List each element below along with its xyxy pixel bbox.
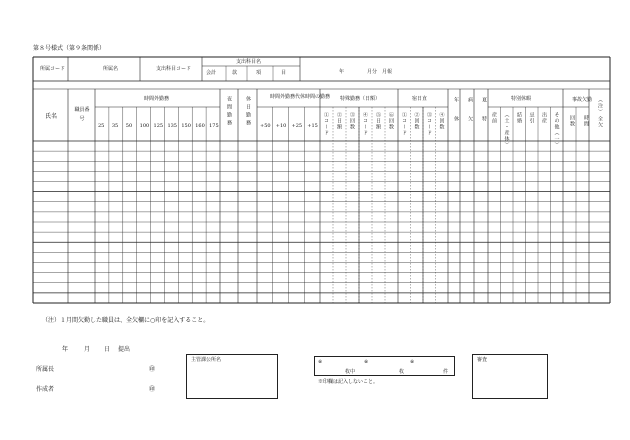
night-duty-sub-3: ④回数 — [438, 112, 445, 130]
overtime-rate-135: 135 — [167, 123, 177, 129]
review-box[interactable] — [472, 354, 548, 399]
author-label: 作成者 — [36, 386, 55, 393]
chief-seal: ㊞ — [149, 366, 156, 373]
count-items: 件 — [443, 369, 449, 375]
no-entry-note: ※印欄は記入しないこと。 — [318, 379, 379, 385]
special-leave-sub-5: その他（一） — [553, 112, 560, 148]
date-month: 月 — [84, 346, 91, 353]
expense-name-label: 支出科目名 — [236, 59, 262, 65]
date-year: 年 — [62, 346, 69, 353]
review-label: 審査 — [477, 357, 488, 363]
count-box — [314, 356, 455, 376]
expense-code-label: 支出科目コード — [156, 66, 192, 72]
office-code-label: 所属コード — [40, 66, 66, 72]
substitute-rate-1: +10 — [275, 123, 287, 129]
substitute-rate-3: +15 — [307, 123, 318, 129]
special-leave-sub-2: 結婚 — [516, 112, 522, 124]
stamp-mark-3: ※ — [410, 359, 415, 365]
special-leave-sub-3: 忌引 — [528, 112, 535, 124]
substitute-rate-0: +50 — [260, 123, 271, 129]
count-sheets-of: 枚中 — [345, 369, 356, 375]
night-duty-sub-0: ①コード — [401, 112, 407, 136]
overtime-rate-125: 125 — [153, 123, 164, 129]
substitute-rate-2: +25 — [291, 123, 303, 129]
col-night-duty: 宿日直 — [412, 96, 428, 102]
overtime-rate-25: 25 — [98, 123, 105, 129]
special-leave-sub-0: 産前 — [491, 112, 497, 124]
stamp-mark-2: ※ — [364, 359, 369, 365]
manager-label: 主管課公所名 — [191, 357, 222, 363]
overtime-rate-35: 35 — [111, 123, 119, 129]
overtime-rate-100: 100 — [139, 123, 150, 129]
overtime-rate-150: 150 — [181, 123, 191, 129]
col-name: 氏名 — [45, 113, 58, 120]
night-duty-sub-1: ②回数 — [413, 112, 420, 130]
col-all-absent: 全欠 — [597, 116, 603, 128]
special-duty-sub-2: ③回数 — [349, 112, 355, 130]
col-summer: 夏特 — [481, 97, 487, 135]
account-part-kou: 項 — [256, 70, 262, 76]
special-leave-sub-4: 出産 — [541, 112, 547, 124]
chief-label: 所属長 — [36, 366, 55, 373]
period-month: 月分 — [367, 69, 378, 75]
special-duty-sub-5: ⑥回数 — [388, 112, 394, 130]
night-duty-sub-2: ③コード — [426, 112, 432, 136]
col-note: （注） — [597, 97, 603, 115]
account-part-moku: 目 — [281, 70, 287, 76]
col-staff-no: 職員番号 — [74, 107, 90, 122]
period-report: 月報 — [382, 69, 393, 75]
col-special-duty: 特殊勤務（日額） — [340, 96, 381, 102]
col-holiday: 休日勤務 — [245, 96, 251, 128]
special-leave-sub-1: （土・産休） — [503, 112, 510, 148]
count-sheets: 枚 — [399, 369, 405, 375]
period-year: 年 — [339, 69, 345, 75]
account-part-kan: 款 — [232, 70, 238, 76]
footnote: （注）１月間欠勤した職員は、全欠欄に○印を記入すること。 — [42, 317, 210, 324]
special-duty-sub-4: ⑤日額 — [375, 112, 381, 130]
date-submit: 提出 — [118, 346, 131, 353]
form-title: 第８号様式（第９条関係） — [33, 45, 106, 52]
col-annual: 年休 — [453, 97, 459, 135]
overtime-rate-175: 175 — [209, 123, 219, 129]
accident-count: 回数 — [569, 115, 575, 127]
special-duty-sub-0: ①コード — [323, 112, 329, 136]
special-duty-sub-3: ④コード — [362, 112, 368, 136]
col-overtime: 時間外勤務 — [144, 96, 170, 102]
stamp-mark-1: ※ — [318, 359, 323, 365]
date-day: 日 — [104, 346, 111, 353]
col-night: 夜間勤務 — [226, 96, 232, 128]
account-part-kaikei: 会計 — [206, 70, 217, 76]
special-duty-sub-1: ②日額 — [336, 112, 342, 130]
manager-box[interactable] — [186, 354, 278, 399]
author-seal: ㊞ — [149, 386, 156, 393]
col-sick: 病欠 — [467, 97, 473, 135]
overtime-rate-50: 50 — [125, 123, 133, 129]
accident-time: 時間 — [583, 115, 589, 127]
col-accident: 事故欠勤 — [571, 97, 592, 103]
col-special-leave: 特別休暇 — [511, 96, 532, 102]
office-name-label: 所属名 — [103, 66, 119, 72]
col-substitute: 時間外勤務代休時間の勤務 — [269, 94, 330, 100]
overtime-rate-160: 160 — [195, 123, 205, 129]
